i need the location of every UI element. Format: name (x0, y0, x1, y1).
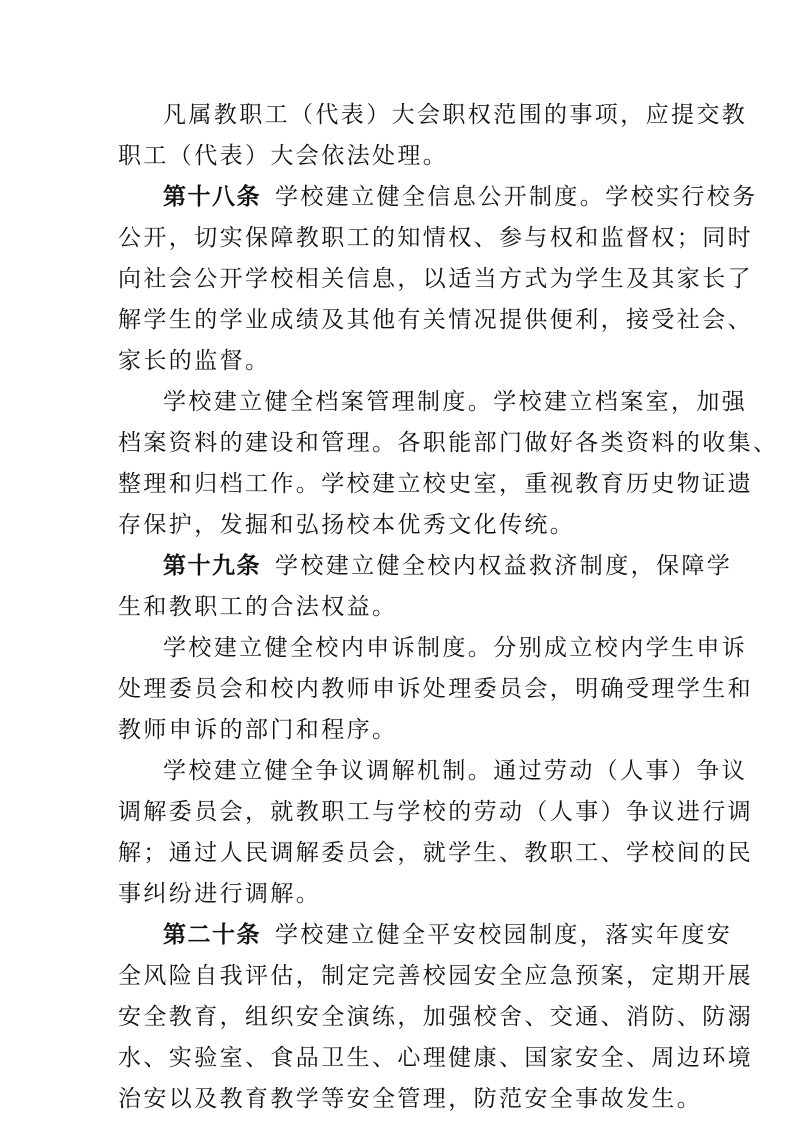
paragraph-line: 事纠纷进行调解。 (118, 881, 322, 907)
paragraph-line: 处理委员会和校内教师申诉处理委员会，明确受理学生和 (118, 676, 753, 702)
paragraph-line: 生和教职工的合法权益。 (118, 594, 398, 620)
paragraph-line: 学校建立健全信息公开制度。学校实行校务 (275, 184, 758, 210)
paragraph-line: 学校建立健全校内申诉制度。分别成立校内学生申诉 (163, 635, 748, 661)
paragraph-line: 学校建立健全争议调解机制。通过劳动（人事）争议 (163, 758, 748, 784)
paragraph-line: 水、实验室、食品卫生、心理健康、国家安全、周边环境 (118, 1045, 753, 1071)
paragraph-line: 解学生的学业成绩及其他有关情况提供便利，接受社会、 (118, 307, 753, 333)
paragraph-line: 安全教育，组织安全演练，加强校舍、交通、消防、防溺 (118, 1004, 753, 1030)
article-heading: 第二十条 (163, 922, 261, 948)
paragraph-line: 治安以及教育教学等安全管理，防范安全事故发生。 (118, 1086, 703, 1112)
article-heading: 第十九条 (163, 553, 261, 579)
paragraph-line: 学校建立健全平安校园制度，落实年度安 (275, 922, 733, 948)
paragraph-line: 整理和归档工作。学校建立校史室，重视教育历史物证遗 (118, 471, 753, 497)
paragraph-line: 家长的监督。 (118, 348, 271, 374)
article-18-first-line (163, 182, 758, 212)
article-20-first-line (163, 920, 732, 950)
paragraph-line: 档案资料的建设和管理。各职能部门做好各类资料的收集、 (118, 430, 779, 456)
paragraph-line: 存保护，发掘和弘扬校本优秀文化传统。 (118, 512, 576, 538)
paragraph-line: 学校建立健全档案管理制度。学校建立档案室，加强 (163, 389, 748, 415)
paragraph-line: 公开，切实保障教职工的知情权、参与权和监督权；同时 (118, 225, 753, 251)
paragraph-line: 全风险自我评估，制定完善校园安全应急预案，定期开展 (118, 963, 753, 989)
paragraph-line: 学校建立健全校内权益救济制度，保障学 (275, 553, 733, 579)
paragraph-line: 调解委员会，就教职工与学校的劳动（人事）争议进行调 (118, 799, 753, 825)
paragraph-line: 解；通过人民调解委员会，就学生、教职工、学校间的民 (118, 840, 753, 866)
paragraph-line: 职工（代表）大会依法处理。 (118, 143, 449, 169)
article-19-first-line (163, 551, 732, 581)
paragraph-line: 向社会公开学校相关信息，以适当方式为学生及其家长了 (118, 266, 753, 292)
article-heading: 第十八条 (163, 184, 261, 210)
paragraph-line: 凡属教职工（代表）大会职权范围的事项，应提交教 (163, 102, 748, 128)
paragraph-line: 教师申诉的部门和程序。 (118, 717, 398, 743)
